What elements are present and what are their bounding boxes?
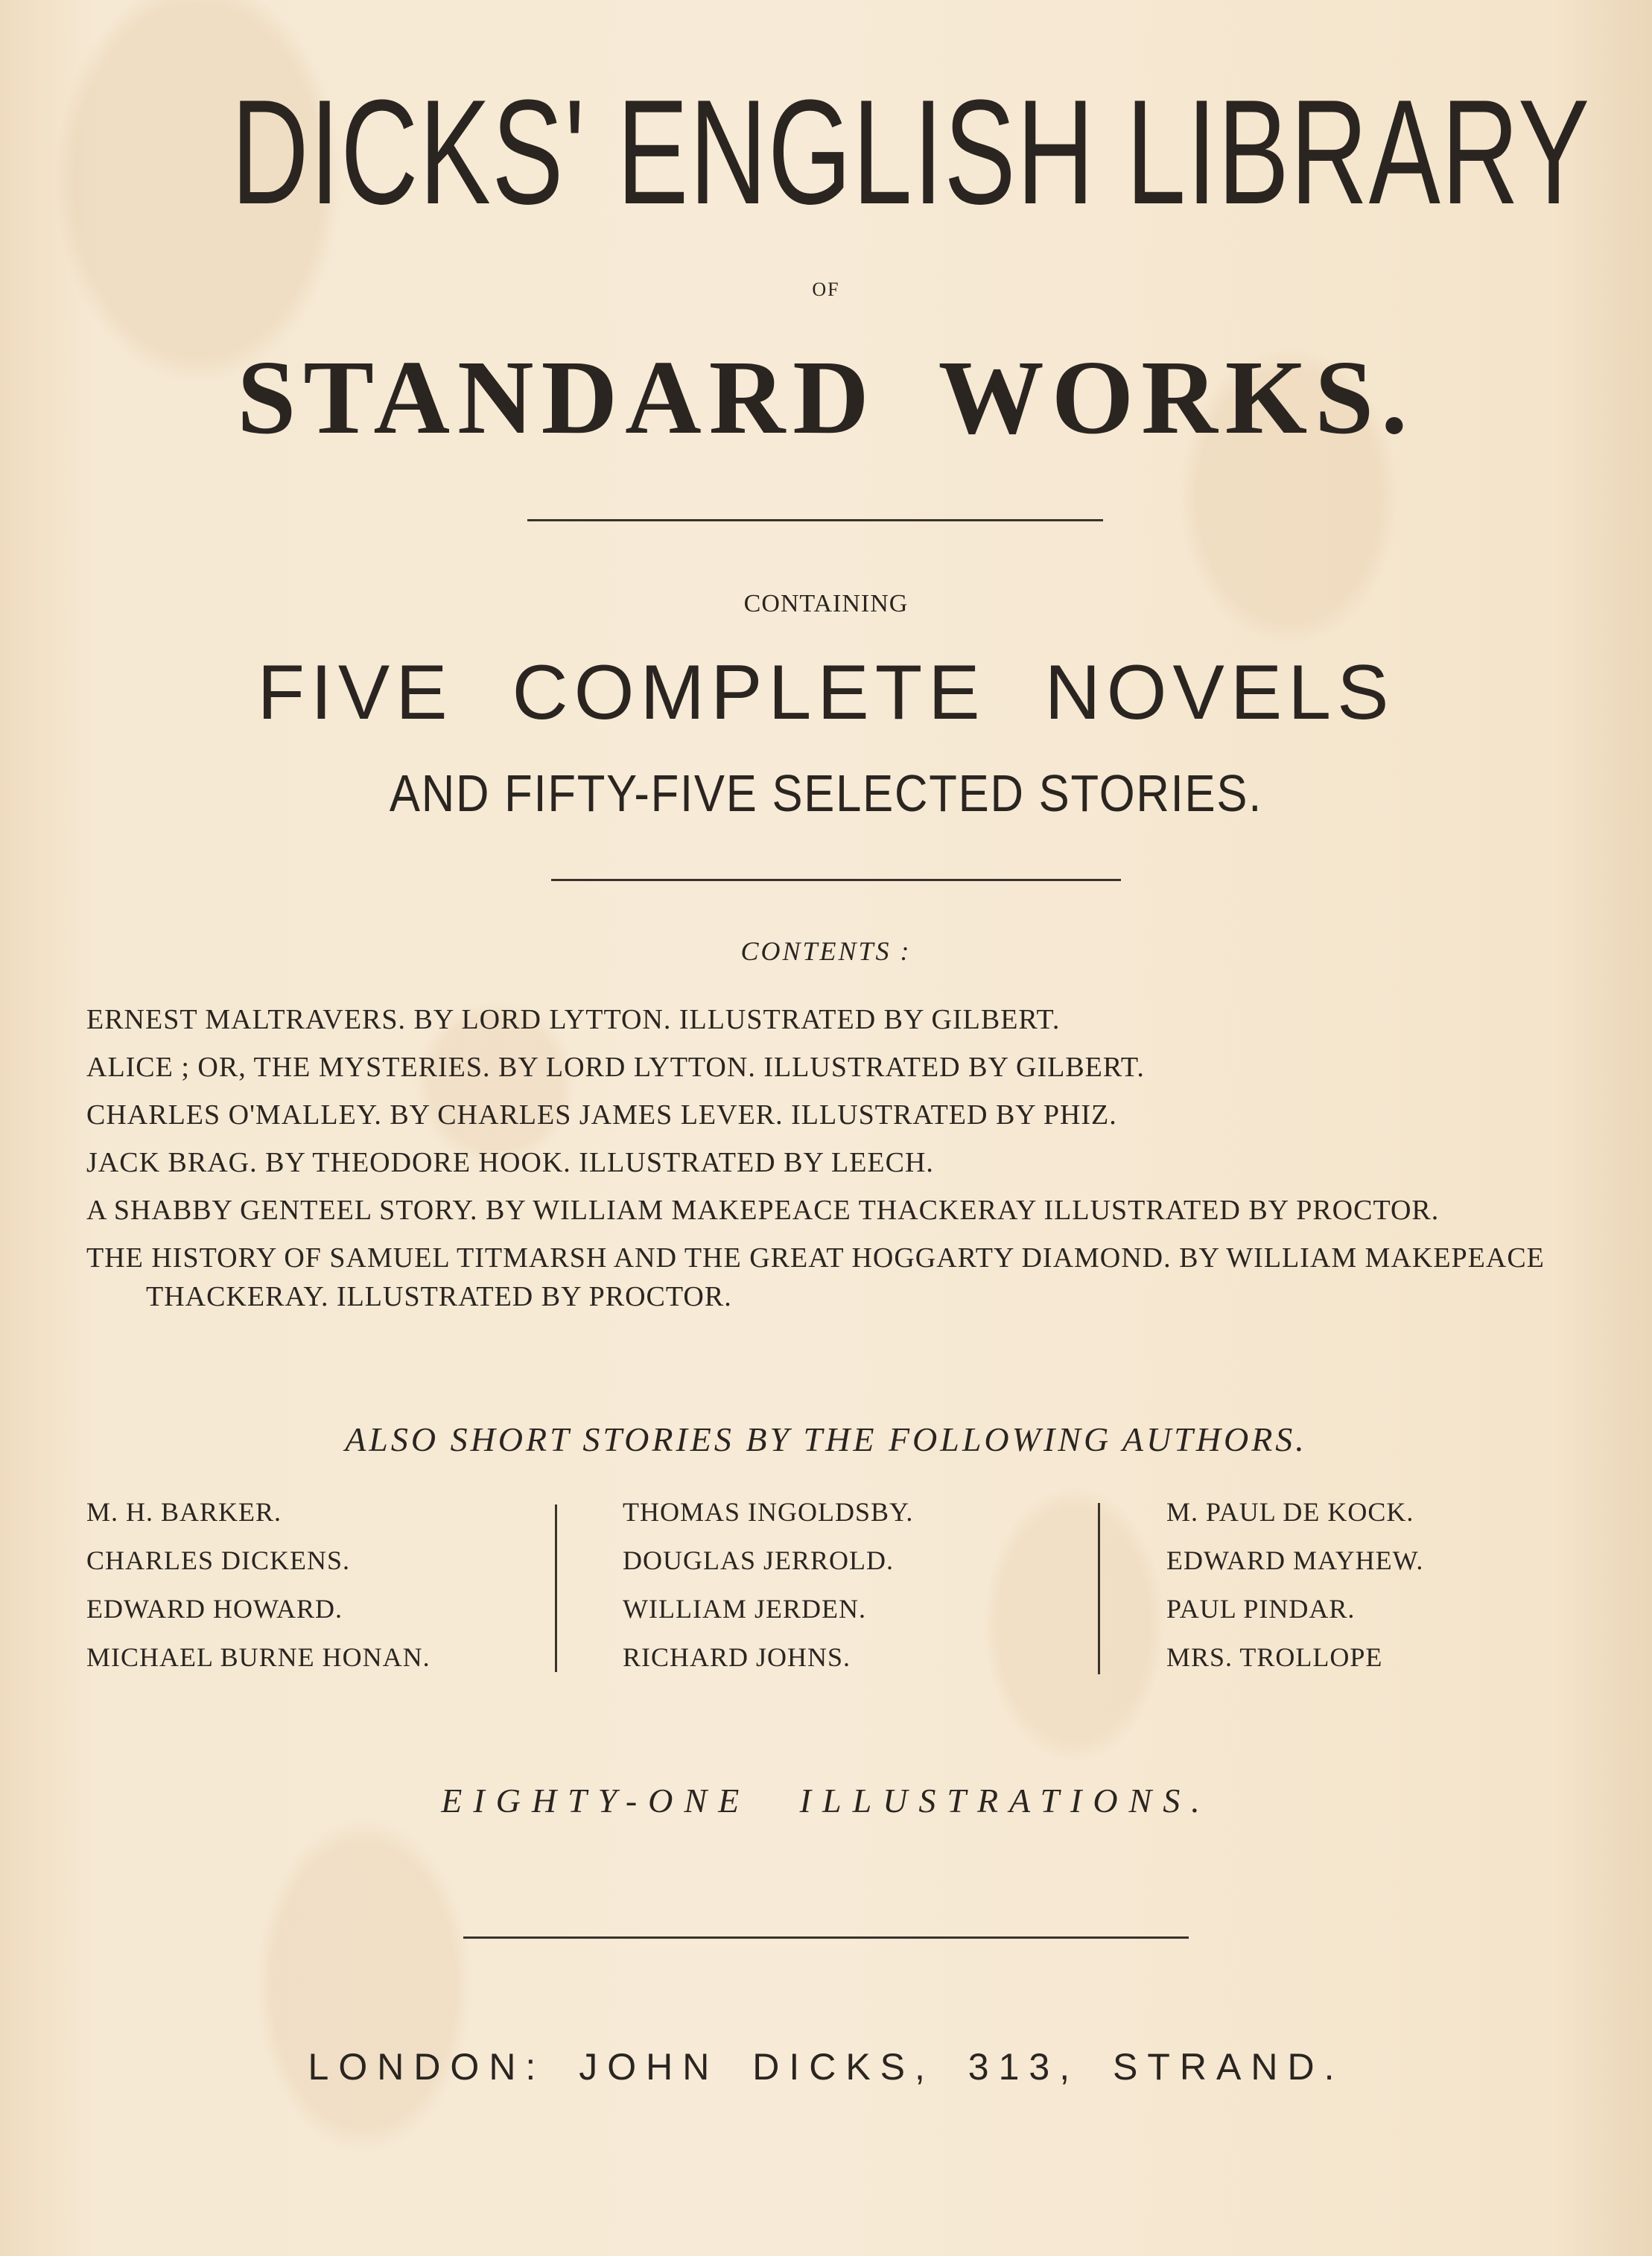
contents-item: ERNEST MALTRAVERS. BY LORD LYTTON. ILLUSTRATED BY GILBERT. <box>86 1004 1061 1035</box>
author-name: EDWARD MAYHEW. <box>1166 1545 1424 1575</box>
rule-middle <box>551 879 1121 881</box>
book-subtitle: STANDARD WORKS. <box>237 338 1415 456</box>
rule-bottom <box>463 1936 1189 1939</box>
illustrations-line: EIGHTY-ONE ILLUSTRATIONS. <box>441 1782 1211 1820</box>
author-name: CHARLES DICKENS. <box>86 1545 351 1575</box>
contents-item: CHARLES O'MALLEY. BY CHARLES JAMES LEVER. ILLUSTRATED BY PHIZ. <box>86 1099 1117 1131</box>
rule-top <box>527 519 1103 521</box>
column-divider-1 <box>555 1504 557 1672</box>
author-name: MRS. TROLLOPE <box>1166 1642 1383 1672</box>
author-name: RICHARD JOHNS. <box>623 1642 851 1672</box>
contents-item: JACK BRAG. BY THEODORE HOOK. ILLUSTRATED BY LEECH. <box>86 1147 934 1178</box>
author-name: M. H. BARKER. <box>86 1497 282 1527</box>
contents-item: A SHABBY GENTEEL STORY. BY WILLIAM MAKEPEACE THACKERAY ILLUSTRATED BY PROCTOR. <box>86 1195 1440 1226</box>
contents-list <box>86 1000 1576 1325</box>
also-heading: ALSO SHORT STORIES BY THE FOLLOWING AUTHORS. <box>345 1420 1307 1458</box>
author-name: MICHAEL BURNE HONAN. <box>86 1642 431 1672</box>
author-name: EDWARD HOWARD. <box>86 1594 343 1624</box>
column-divider-2 <box>1098 1503 1100 1674</box>
authors-column-1 <box>86 1493 533 1686</box>
containing-label: CONTAINING <box>743 590 909 617</box>
headline: FIVE COMPLETE NOVELS <box>257 649 1395 736</box>
contents-item: ALICE ; OR, THE MYSTERIES. BY LORD LYTTON. ILLUSTRATED BY GILBERT. <box>86 1052 1145 1083</box>
book-title: DICKS' ENGLISH LIBRARY <box>231 69 1591 235</box>
author-name: DOUGLAS JERROLD. <box>623 1545 895 1575</box>
imprint: LONDON: JOHN DICKS, 313, STRAND. <box>308 2046 1344 2088</box>
contents-item: THE HISTORY OF SAMUEL TITMARSH AND THE GREAT HOGGARTY DIAMOND. BY WILLIAM MAKEPEACE THACKERAY. ILLUSTRATED BY PROCTOR. <box>86 1242 1545 1312</box>
subheadline: AND FIFTY-FIVE SELECTED STORIES. <box>389 764 1263 822</box>
author-name: M. PAUL DE KOCK. <box>1166 1497 1414 1527</box>
author-name: PAUL PINDAR. <box>1166 1594 1356 1624</box>
contents-heading: CONTENTS : <box>740 936 912 966</box>
title-connector: OF <box>812 279 840 300</box>
author-name: WILLIAM JERDEN. <box>623 1594 866 1624</box>
authors-column-2 <box>623 1493 1070 1686</box>
authors-column-3 <box>1166 1493 1613 1686</box>
author-name: THOMAS INGOLDSBY. <box>623 1497 914 1527</box>
